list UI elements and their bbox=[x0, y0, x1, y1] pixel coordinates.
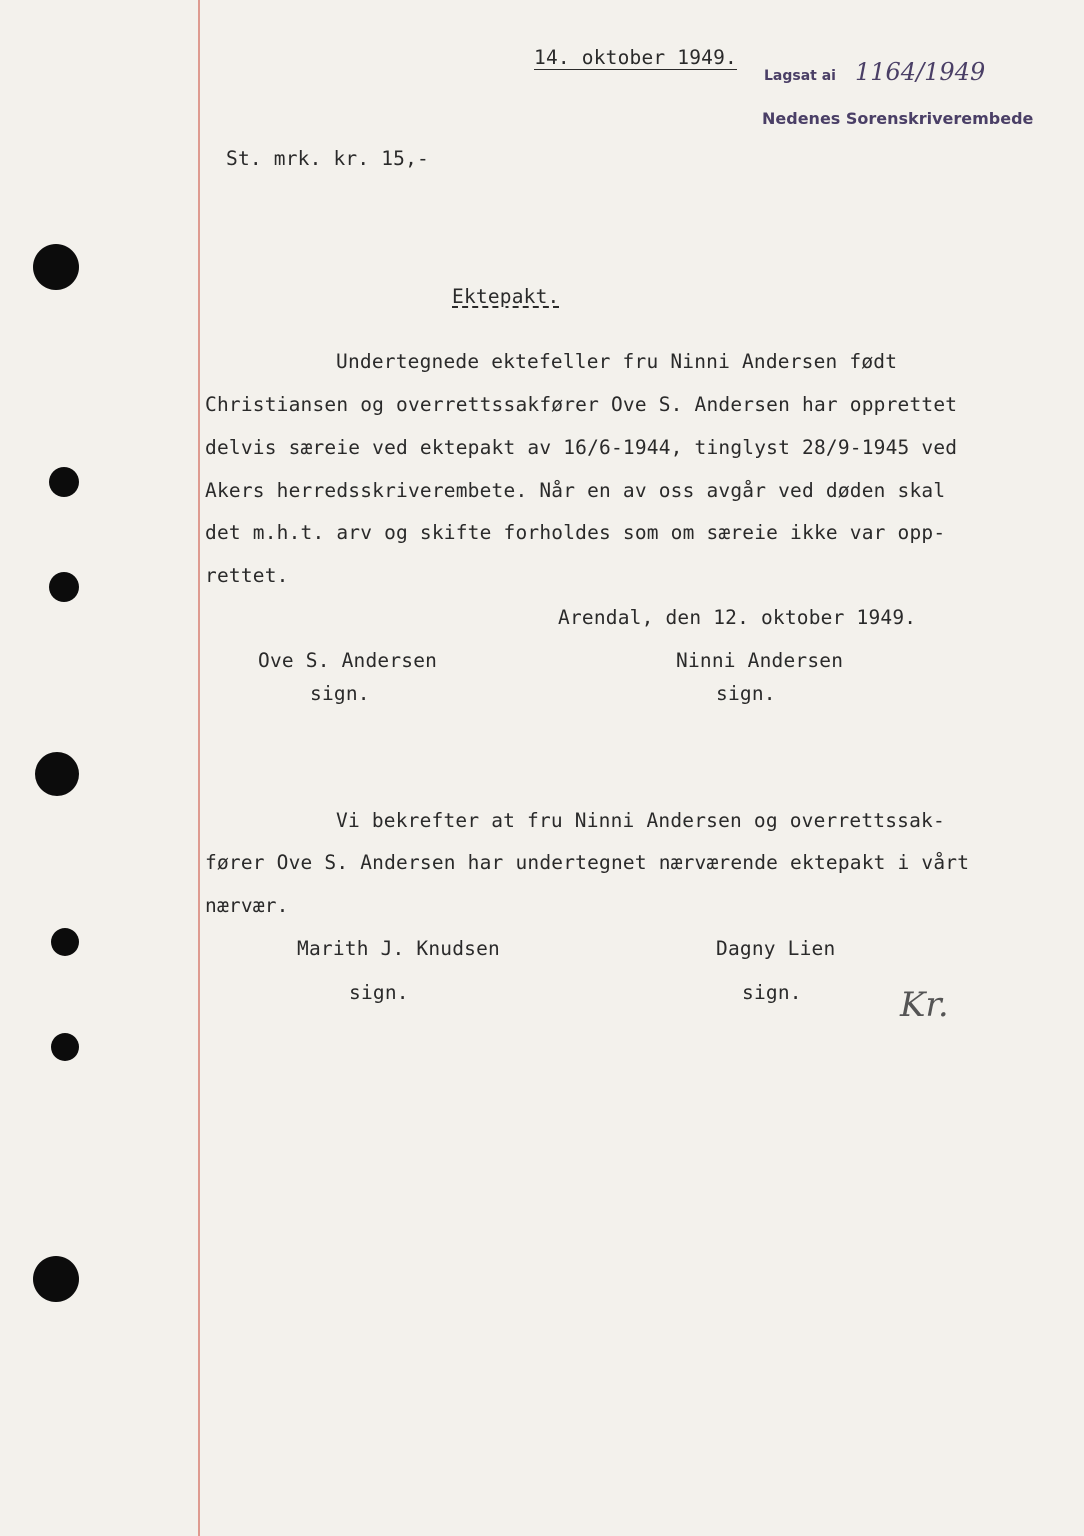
clerk-initials: Kr. bbox=[900, 985, 949, 1025]
signature-name-1: Ove S. Andersen bbox=[258, 649, 438, 672]
binder-hole-5 bbox=[51, 928, 79, 956]
body-line-2: Christiansen og overrettssakfører Ove S. Andersen har opprettet bbox=[205, 393, 958, 416]
margin-rule bbox=[198, 0, 200, 1536]
body-line-5: det m.h.t. arv og skifte forholdes som om særeie ikke var opp- bbox=[205, 521, 946, 544]
witness-sign-1: sign. bbox=[349, 981, 409, 1004]
body-line-6: rettet. bbox=[205, 564, 289, 587]
body-line-1: Undertegnede ektefeller fru Ninni Andersen født bbox=[336, 350, 898, 373]
signature-name-2: Ninni Andersen bbox=[676, 649, 844, 672]
body-line-3: delvis særeie ved ektepakt av 16/6-1944, tinglyst 28/9-1945 ved bbox=[205, 436, 958, 459]
header-date: 14. oktober 1949. bbox=[534, 46, 737, 69]
signature-sign-2: sign. bbox=[716, 682, 776, 705]
witness-line-2: fører Ove S. Andersen har undertegnet nærværende ektepakt i vårt bbox=[205, 851, 970, 874]
place-date: Arendal, den 12. oktober 1949. bbox=[558, 606, 917, 629]
witness-line-3: nærvær. bbox=[205, 894, 289, 917]
binder-hole-4 bbox=[35, 752, 79, 796]
binder-hole-7 bbox=[33, 1256, 79, 1302]
binder-hole-1 bbox=[33, 244, 79, 290]
stamp-prefix: Lagsat ai bbox=[764, 68, 836, 84]
signature-sign-1: sign. bbox=[310, 682, 370, 705]
witness-line-1: Vi bekrefter at fru Ninni Andersen og overrettssak- bbox=[336, 809, 945, 832]
witness-name-2: Dagny Lien bbox=[716, 937, 836, 960]
stamp-fee: St. mrk. kr. 15,- bbox=[226, 147, 429, 170]
stamp-number: 1164/1949 bbox=[855, 58, 986, 86]
witness-sign-2: sign. bbox=[742, 981, 802, 1004]
body-line-4: Akers herredsskriverembete. Når en av oss avgår ved døden skal bbox=[205, 479, 946, 502]
binder-hole-2 bbox=[49, 467, 79, 497]
stamp-office: Nedenes Sorenskriverembede bbox=[762, 109, 1034, 128]
binder-hole-3 bbox=[49, 572, 79, 602]
witness-name-1: Marith J. Knudsen bbox=[297, 937, 500, 960]
document-title: Ektepakt. bbox=[452, 285, 560, 308]
binder-hole-6 bbox=[51, 1033, 79, 1061]
